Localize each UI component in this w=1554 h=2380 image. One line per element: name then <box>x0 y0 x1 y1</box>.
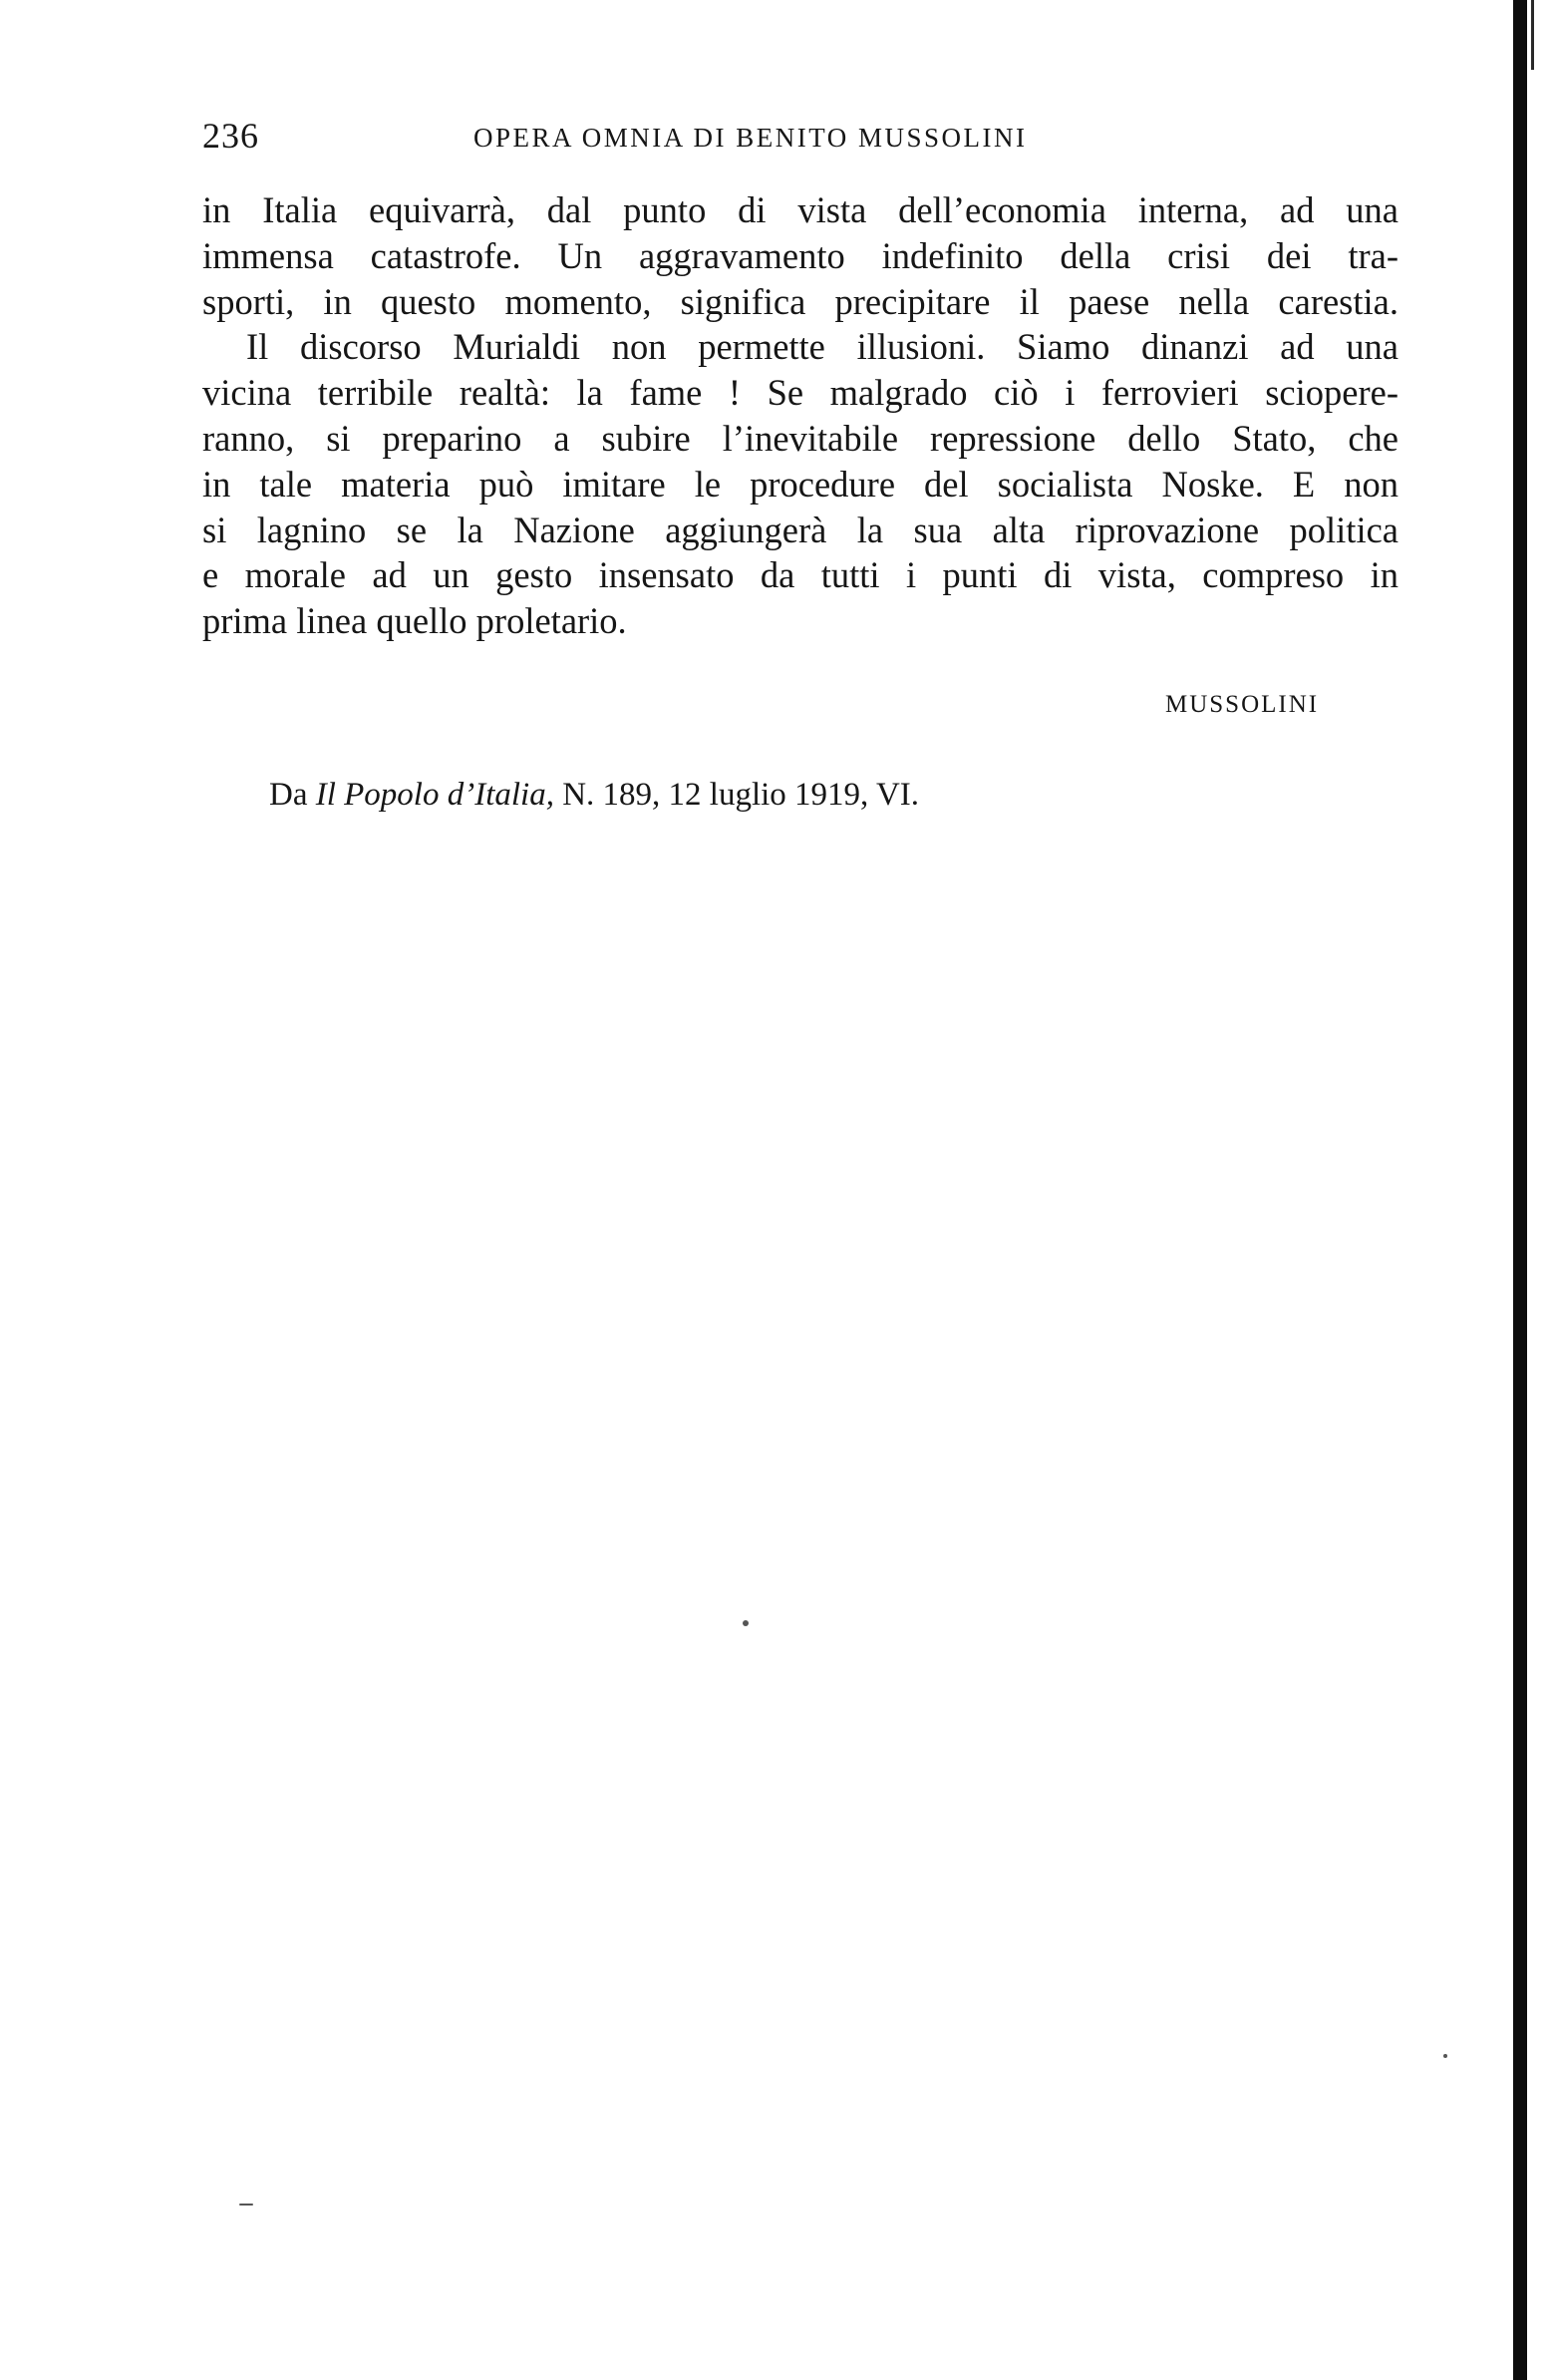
page-edge-shadow <box>1513 0 1527 2380</box>
source-details: N. 189, 12 luglio 1919, VI. <box>562 777 920 813</box>
text-line: in Italia equivarrà, dal punto di vista dell’economia interna, ad una <box>202 189 1399 230</box>
page-number: 236 <box>202 116 259 156</box>
text-line: in tale materia può imitare le procedure del socialista Noske. E non <box>202 463 1399 505</box>
text-line: e morale ad un gesto insensato da tutti i punti di vista, compreso in <box>202 554 1399 596</box>
text-line: sporti, in questo momento, significa precipitare il paese nella carestia. <box>202 280 1399 322</box>
page-header <box>202 116 1399 156</box>
page-edge-mark <box>1531 0 1534 70</box>
running-head: OPERA OMNIA DI BENITO MUSSOLINI <box>473 123 1028 153</box>
text-line: prima linea quello proletario. <box>202 600 627 642</box>
scan-speck <box>1443 2054 1447 2058</box>
text-line: Il discorso Murialdi non permette illusioni. Siamo dinanzi ad una <box>246 326 1399 368</box>
text-line: vicina terribile realtà: la fame ! Se malgrado ciò i ferrovieri sciopere- <box>202 372 1399 414</box>
source-prefix: Da <box>269 777 308 813</box>
source-citation <box>269 774 919 816</box>
text-line: immensa catastrofe. Un aggravamento indefinito della crisi dei tra- <box>202 234 1399 276</box>
text-line: si lagnino se la Nazione aggiungerà la sua alta riprovazione politica <box>202 509 1399 550</box>
text-line: ranno, si preparino a subire l’inevitabile repressione dello Stato, che <box>202 417 1399 459</box>
author-signature: MUSSOLINI <box>1165 691 1320 718</box>
source-title: Il Popolo d’Italia, <box>315 777 554 813</box>
article-body <box>202 187 1399 644</box>
scan-speck <box>239 2204 253 2206</box>
scan-speck <box>743 1620 749 1626</box>
